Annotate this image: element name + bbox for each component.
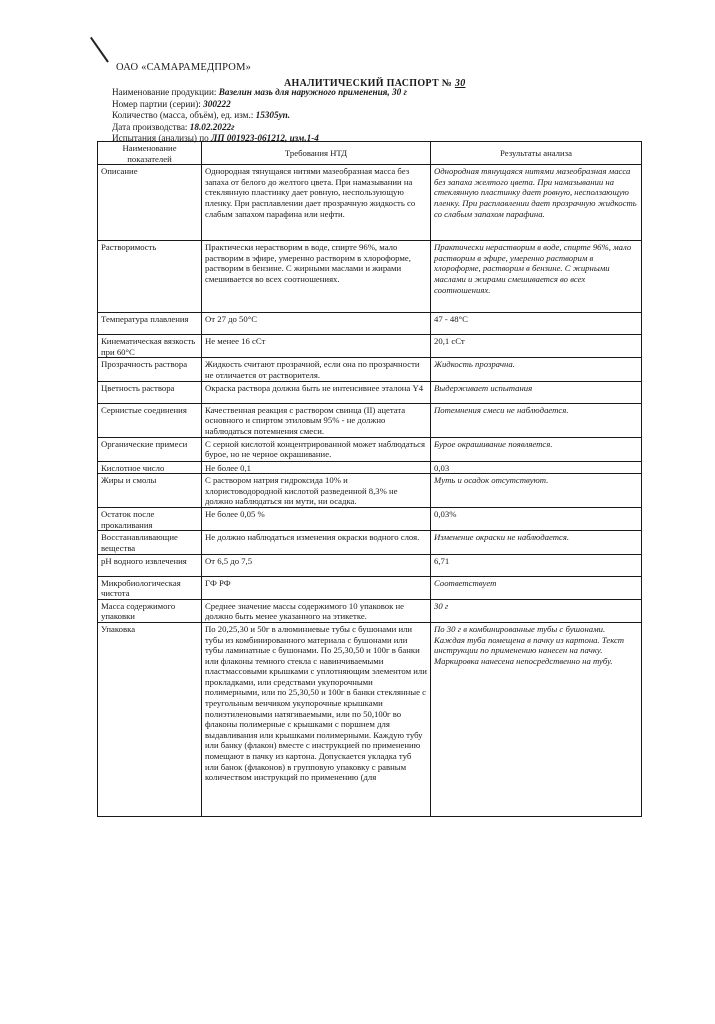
table-row	[98, 599, 642, 622]
requirement-cell: Не менее 16 сСт	[202, 335, 431, 358]
table-row	[98, 437, 642, 461]
table-row	[98, 165, 642, 241]
result-cell: По 30 г в комбинированные тубы с бушонами. Каждая туба помещена в пачку из картона. Текст инструкции по применению нанесен на пачку. Маркировка нанесена непосредственно на тубу.	[431, 622, 642, 816]
indicator-cell: Кислотное число	[98, 461, 202, 474]
table-row	[98, 622, 642, 816]
requirement-cell: Среднее значение массы содержимого 10 упаковок не должно быть менее указанного на этикетке.	[202, 599, 431, 622]
requirement-cell: С серной кислотой концентрированной может наблюдаться бурое, но не черное окрашивание.	[202, 437, 431, 461]
indicator-cell: Микробиологическая чистота	[98, 576, 202, 599]
title-prefix: АНАЛИТИЧЕСКИЙ ПАСПОРТ №	[284, 78, 453, 89]
requirement-cell: По 20,25,30 и 50г в алюминиевые тубы с бушонами или тубы из комбинированного материала с бушонами или тубы ламинатные с бушонами. По 25,30,50 и 100г в банки или флаконы темного стекла с навинчиваемыми пластмассовыми крышками с уплотняющим элементом или прокладками, или средствами укупорочными полимерными, или по 25,30,50 и 100г в банки стеклянные с треугольным венчиком укупорочные крышками полиэтиленовыми натягиваемыми, или по 50,100г во флаконы полимерные с крышками с поршнем для выдавливания или крышками полимерными. Каждую тубу или банку (флакон) вместе с инструкцией по применению помещают в пачку из картона. Допускается укладка туб или банок (флаконов) в групповую упаковку с равным количеством инструкций по применению (для	[202, 622, 431, 816]
meta-label: Дата производства:	[112, 121, 188, 132]
table-row	[98, 531, 642, 554]
table-row	[98, 474, 642, 508]
requirement-cell: Качественная реакция с раствором свинца (II) ацетата основного и спиртом этиловым 95% - не должно наблюдаться потемнения смеси.	[202, 403, 431, 437]
meta-product	[112, 87, 407, 99]
requirement-cell: Однородная тянущаяся нитями мазеобразная масса без запаха от белого до желтого цвета. При намазывании на стеклянную пластинку дает ровную, неспользующую пленку. При расплавлении дает прозрачную жидкость со слабым запахом парафина или нефти.	[202, 165, 431, 241]
requirement-cell: С раствором натрия гидроксида 10% и хлористоводородной кислотой разведенной 8,3% не должно наблюдаться ни мути, ни осадка.	[202, 474, 431, 508]
table-row	[98, 241, 642, 313]
meta-label: Наименование продукции:	[112, 87, 217, 97]
meta-value: 300222	[203, 98, 231, 109]
indicator-cell: Прозрачность раствора	[98, 358, 202, 381]
table-header-row	[98, 142, 642, 165]
requirement-cell: Окраска раствора должна быть не интенсивнее эталона Y4	[202, 381, 431, 403]
table-row	[98, 461, 642, 474]
meta-value: 18.02.2022г	[189, 121, 235, 132]
table-row	[98, 508, 642, 531]
table-row	[98, 335, 642, 358]
requirement-cell: От 27 до 50°С	[202, 313, 431, 335]
indicator-cell: Описание	[98, 165, 202, 241]
result-cell: Муть и осадок отсутствуют.	[431, 474, 642, 508]
result-cell: Изменение окраски не наблюдается.	[431, 531, 642, 554]
indicator-cell: pH водного извлечения	[98, 554, 202, 576]
result-cell: Бурое окрашивание появляется.	[431, 437, 642, 461]
meta-value: ЛП 001923-061212, изм.1-4	[211, 133, 319, 144]
requirement-cell: Жидкость считают прозрачной, если она по прозрачности не отличается от растворителя.	[202, 358, 431, 381]
meta-label: Количество (масса, объём), ед. изм.:	[112, 110, 254, 121]
table-row	[98, 576, 642, 599]
result-cell: Практически нерастворим в воде, спирте 96%, мало растворим в эфире, умеренно растворим в хлороформе, растворим в бензине. С жирными маслами и жирами смешивается во всех соотношениях.	[431, 241, 642, 313]
result-cell: Однородная тянущаяся нитями мазеобразная масса без запаха желтого цвета. При намазывании на стеклянную пластинку дает ровную, несползающую пленку. При расплавлении дает прозрачную жидкость со слабым запахом парафина.	[431, 165, 642, 241]
indicator-cell: Масса содержимого упаковки	[98, 599, 202, 622]
requirement-cell: Не должно наблюдаться изменения окраски водного слоя.	[202, 531, 431, 554]
result-cell: Потемнения смеси не наблюдается.	[431, 403, 642, 437]
requirement-cell: ГФ РФ	[202, 576, 431, 599]
indicator-cell: Органические примеси	[98, 437, 202, 461]
indicator-cell: Остаток после прокаливания	[98, 508, 202, 531]
meta-date	[112, 122, 407, 134]
meta-batch	[112, 99, 407, 111]
meta-label: Испытания (анализы) по	[112, 133, 209, 144]
meta-value: Вазелин мазь для наружного применения, 30 г	[218, 87, 407, 97]
requirement-cell: Практически нерастворим в воде, спирте 96%, мало растворим в эфире, умеренно растворим в хлороформе, растворим в бензине. С жирными маслами и жирами смешивается во всех соотношениях.	[202, 241, 431, 313]
indicator-cell: Жиры и смолы	[98, 474, 202, 508]
result-cell: Выдерживает испытания	[431, 381, 642, 403]
meta-label: Номер партии (серии):	[112, 98, 201, 109]
indicator-cell: Растворимость	[98, 241, 202, 313]
result-cell: 0,03	[431, 461, 642, 474]
header-requirements: Требования НТД	[202, 142, 431, 165]
meta-value: 15305уп.	[255, 110, 291, 121]
table-row	[98, 358, 642, 381]
result-cell: 47 - 48°С	[431, 313, 642, 335]
result-cell: Соответствует	[431, 576, 642, 599]
indicator-cell: Кинематическая вязкость при 60°С	[98, 335, 202, 358]
result-cell: 0,03%	[431, 508, 642, 531]
table-row	[98, 403, 642, 437]
indicator-cell: Сернистые соединения	[98, 403, 202, 437]
table-row	[98, 554, 642, 576]
result-cell: 6,71	[431, 554, 642, 576]
result-cell: Жидкость прозрачна.	[431, 358, 642, 381]
indicator-cell: Восстанавливающие вещества	[98, 531, 202, 554]
meta-quantity	[112, 110, 407, 122]
header-indicator: Наименование показателей	[98, 142, 202, 165]
result-cell: 30 г	[431, 599, 642, 622]
result-cell: 20,1 сСт	[431, 335, 642, 358]
indicator-cell: Упаковка	[98, 622, 202, 816]
requirement-cell: От 6,5 до 7,5	[202, 554, 431, 576]
requirement-cell: Не более 0,1	[202, 461, 431, 474]
product-meta	[112, 87, 407, 145]
table-row	[98, 381, 642, 403]
indicator-cell: Температура плавления	[98, 313, 202, 335]
indicator-cell: Цветность раствора	[98, 381, 202, 403]
company-name: ОАО «САМАРАМЕДПРОМ»	[116, 62, 252, 73]
requirement-cell: Не более 0,05 %	[202, 508, 431, 531]
scan-pen-mark	[90, 37, 109, 63]
title-number: 30	[454, 78, 466, 89]
header-results: Результаты анализа	[431, 142, 642, 165]
table-row	[98, 313, 642, 335]
analysis-table	[97, 141, 642, 817]
